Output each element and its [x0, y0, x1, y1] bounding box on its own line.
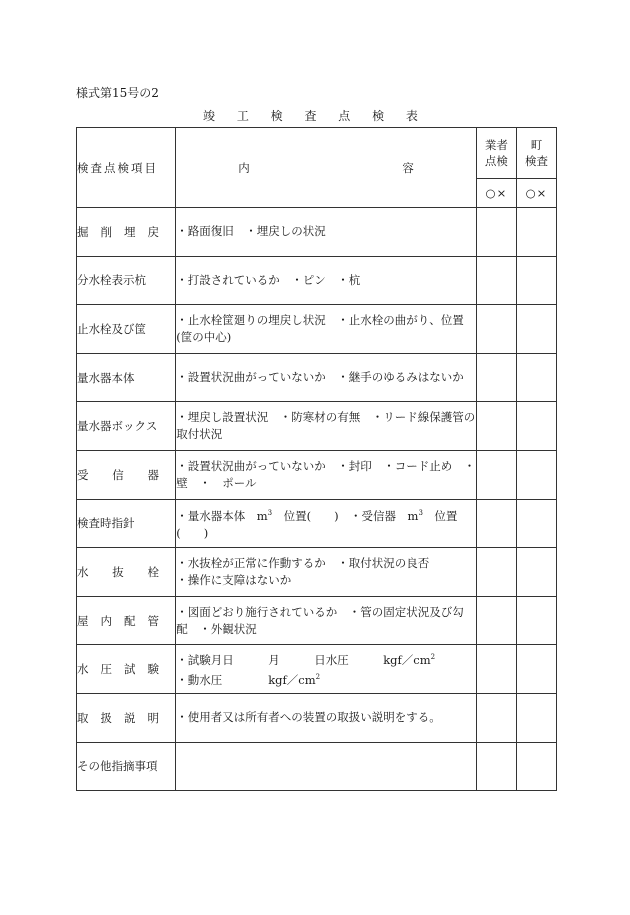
row-item-label: 検査時指針 [77, 516, 135, 531]
town-check-cell[interactable] [516, 548, 556, 597]
contractor-check-cell[interactable] [476, 256, 516, 305]
row-item-label: 量水器本体 [77, 370, 135, 385]
mark-town: ○× [516, 179, 556, 208]
contractor-check-cell[interactable] [476, 548, 516, 597]
row-content [176, 353, 477, 402]
row-item [77, 645, 176, 694]
table-row [77, 256, 557, 305]
table-row [77, 645, 557, 694]
row-item [77, 353, 176, 402]
row-item-label: 水抜栓 [77, 564, 159, 579]
row-content-line: ・埋戻し設置状況 ・防寒材の有無 ・リード線保護管の取付状況 [176, 410, 476, 442]
header-contractor [476, 128, 516, 179]
town-check-cell[interactable] [516, 208, 556, 257]
contractor-check-cell[interactable] [476, 353, 516, 402]
row-content [176, 256, 477, 305]
header-content [176, 128, 477, 208]
contractor-check-cell[interactable] [476, 208, 516, 257]
row-item-label: その他指摘事項 [77, 759, 158, 774]
row-content [176, 208, 477, 257]
row-item [77, 596, 176, 645]
row-item-label: 止水栓及び筐 [77, 321, 146, 336]
table-row [77, 305, 557, 354]
row-item-label: 取扱説明 [77, 710, 159, 725]
row-content [176, 693, 477, 742]
row-content-line: ・設置状況曲がっていないか ・継手のゆるみはないか [176, 370, 464, 385]
row-item-label: 分水栓表示杭 [77, 273, 146, 288]
header-contractor-line1: 業者 [484, 138, 508, 152]
form-number: 様式第15号の2 [76, 86, 159, 100]
row-content-line: ・試験月日 月 日水圧 $kgf/cm^2$ [176, 653, 436, 668]
row-content-line: ・路面復旧 ・埋戻しの状況 [176, 224, 326, 239]
row-content-line: ・使用者又は所有者への装置の取扱い説明をする。 [176, 710, 441, 725]
row-content-line: ・水抜栓が正常に作動するか ・取付状況の良否 [176, 555, 430, 570]
town-check-cell[interactable] [516, 353, 556, 402]
row-item-label: 屋内配管 [77, 613, 159, 628]
row-content [176, 450, 477, 499]
table-row [77, 693, 557, 742]
row-content-line: ・止水栓筐廻りの埋戻し状況 ・止水栓の曲がり、位置(筐の中心) [176, 312, 464, 344]
contractor-check-cell[interactable] [476, 305, 516, 354]
inspection-table [76, 127, 557, 791]
row-item [77, 693, 176, 742]
header-content-left: 内 [238, 160, 250, 175]
town-check-cell[interactable] [516, 499, 556, 548]
table-row [77, 402, 557, 451]
town-check-cell[interactable] [516, 693, 556, 742]
row-content [176, 305, 477, 354]
contractor-check-cell[interactable] [476, 645, 516, 694]
row-content [176, 596, 477, 645]
contractor-check-cell[interactable] [476, 693, 516, 742]
table-row [77, 499, 557, 548]
row-content-line: ・打設されているか ・ピン ・杭 [176, 272, 361, 287]
contractor-check-cell[interactable] [476, 596, 516, 645]
table-row [77, 742, 557, 791]
header-row [77, 128, 557, 179]
row-item [77, 499, 176, 548]
town-check-cell[interactable] [516, 305, 556, 354]
row-item-label: 量水器ボックス [77, 419, 158, 434]
row-item [77, 208, 176, 257]
row-content [176, 548, 477, 597]
header-town-line2: 検査 [524, 154, 548, 168]
row-content [176, 742, 477, 791]
table-row [77, 548, 557, 597]
contractor-check-cell[interactable] [476, 450, 516, 499]
town-check-cell[interactable] [516, 256, 556, 305]
contractor-check-cell[interactable] [476, 402, 516, 451]
header-contractor-line2: 点検 [484, 154, 508, 168]
town-check-cell[interactable] [516, 402, 556, 451]
row-item-label: 水圧試験 [77, 662, 159, 677]
row-item [77, 742, 176, 791]
row-item [77, 548, 176, 597]
table-row [77, 353, 557, 402]
header-town-line1: 町 [530, 138, 543, 152]
row-item-label: 掘削埋戻 [77, 224, 159, 239]
town-check-cell[interactable] [516, 596, 556, 645]
town-check-cell[interactable] [516, 742, 556, 791]
header-content-right: 容 [402, 160, 414, 175]
row-content-line: ・動水圧 $kgf/cm^2$ [176, 673, 321, 688]
row-content [176, 645, 477, 694]
table-row [77, 596, 557, 645]
row-content-line: ・図面どおり施行されているか ・管の固定状況及び勾配 ・外観状況 [176, 604, 464, 636]
row-item [77, 256, 176, 305]
row-content-line: ・量水器本体 $m^3$ 位置( ) ・受信器 $m^3$ 位置( ) [176, 508, 458, 540]
row-item-label: 受信器 [77, 467, 159, 482]
form-title: 竣 工 検 査 点 検 表 [203, 109, 427, 123]
row-item [77, 305, 176, 354]
contractor-check-cell[interactable] [476, 742, 516, 791]
town-check-cell[interactable] [516, 450, 556, 499]
table-row [77, 450, 557, 499]
row-content [176, 499, 477, 548]
row-content-line: ・操作に支障はないか [176, 572, 292, 587]
contractor-check-cell[interactable] [476, 499, 516, 548]
row-item [77, 402, 176, 451]
table-row [77, 208, 557, 257]
header-town [516, 128, 556, 179]
row-item [77, 450, 176, 499]
town-check-cell[interactable] [516, 645, 556, 694]
row-content [176, 402, 477, 451]
row-content-line: ・設置状況曲がっていないか ・封印 ・コード止め ・壁 ・ ポール [176, 458, 476, 490]
header-item: 検査点検項目 [77, 128, 176, 208]
mark-contractor: ○× [476, 179, 516, 208]
